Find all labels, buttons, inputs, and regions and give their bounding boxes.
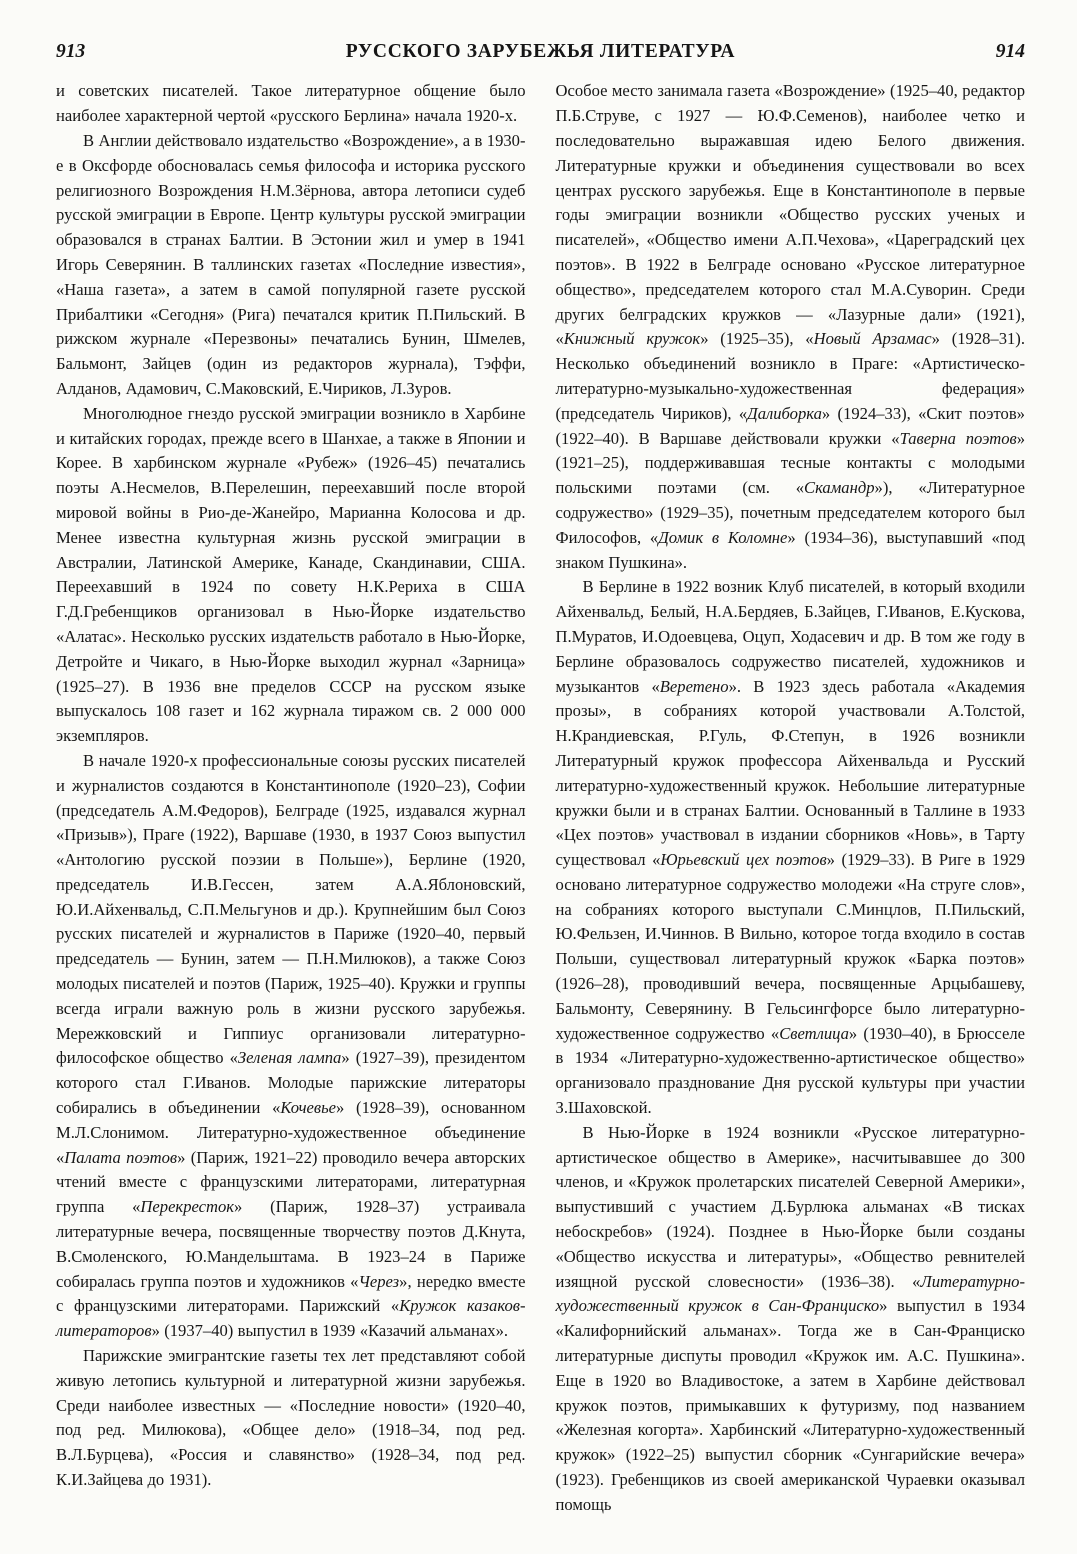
paragraph: В Нью-Йорке в 1924 возникли «Русское литературно-артистическое общество в Америке», насчитывавшее до 300 членов, и «Кружок пролетарских писателей Северной Америки», выпустивший с участием Д.Бурлюка альманах «В тисках небоскребов» (1924). Позднее в Нью-Йорке были созданы «Общество искусства и литературы», «Общество ревнителей изящной русской словесности» (1936–38). «Литературно-художественный кружок в Сан-Франциско» выпустил в 1934 «Калифорнийский альманах». Тогда же в Сан-Франциско литературные диспуты проводил «Кружок им. А.С. Пушкина». Еще в 1920 во Владивостоке, а затем в Харбине действовал кружок поэтов, примыкавших к футуризму, под названием «Железная когорта». Харбинский «Литературно-художественный кружок» (1922–25) выпустил сборник «Сунгарийские вечера» (1923). Гребенщиков из своей американской Чураевки оказывал помощь bbox=[555, 1122, 1025, 1514]
text-columns bbox=[56, 79, 1025, 1517]
paragraph: и советских писателей. Такое литературное общение было наиболее характерной чертой «русского Берлина» начала 1920-х. bbox=[56, 81, 526, 126]
page-header bbox=[56, 40, 1025, 63]
text-column-right bbox=[556, 79, 1026, 1517]
paragraph: В Берлине в 1922 возник Клуб писателей, в который входили Айхенвальд, Белый, Н.А.Бердяев, Б.Зайцев, Г.Иванов, Е.Кускова, П.Муратов, И.Одоевцева, Оцуп, Ходасевич и др. В том же году в Берлине образовалось содружество писателей, художников и музыкантов «Веретено». В 1923 здесь работала «Академия прозы», в собраниях которой участвовали А.Толстой, Н.Крандиевская, Р.Гуль, Ф.Степун, в 1926 возникли Литературный кружок профессора Айхенвальда и Русский литературно-художественный кружок. Небольшие литературные кружки были и в странах Балтии. Основанный в Таллине в 1933 «Цех поэтов» участвовал в издании сборников «Новь», в Тарту существовал «Юрьевский цех поэтов» (1929–33). В Риге в 1929 основано литературное содружество молодежи «На струге слов», на собраниях которого выступали С.Минцлов, П.Пильский, Ю.Фельзен, И.Чиннов. В Вильно, которое тогда входило в состав Польши, существовал литературный кружок «Барка поэтов» (1926–28), проводивший вечера, посвященные Арцыбашеву, Бальмонту, Северянину. В Гельсингфорсе было литературно-художественное содружество «Светлица» (1930–40), в Брюсселе в 1934 «Литературно-художественно-артистическое общество» организовало празднование Дня русской культуры при участии З.Шаховской. bbox=[555, 577, 1026, 1118]
paragraph: Многолюдное гнездо русской эмиграции возникло в Харбине и китайских городах, прежде всего в Шанхае, а также в Японии и Корее. В харбинском журнале «Рубеж» (1926–45) печатались поэты А.Несмелов, В.Перелешин, переехавший после второй мировой войны в Рио-де-Жанейро, Марианна Колосова и др. Менее известна культурная жизнь русской эмиграции в Австралии, Латинской Америке, Канаде, Скандинавии, США. Переехавший в 1924 по совету Н.К.Рериха в США Г.Д.Гребенщиков организовал в Нью-Йорке издательство «Алатас». Несколько русских издательств работало в Нью-Йорке, Детройте и Чикаго, в Нью-Йорке выходил журнал «Зарница» (1925–27). В 1936 вне пределов СССР на русском языке выпускалось 108 газет и 162 журнала тиражом св. 2 000 000 экземпляров. bbox=[56, 403, 526, 746]
page-number-left: 913 bbox=[56, 41, 86, 62]
paragraph: Особое место занимала газета «Возрождение» (1925–40, редактор П.Б.Струве, с 1927 — Ю.Ф.Семенов), наиболее четко и последовательно выражавшая идею Белого движения. Литературные кружки и объединения существовали во всех центрах русского зарубежья. Еще в Константинополе в первые годы эмиграции возникли «Общество русских ученых и писателей», «Общество имени А.П.Чехова», «Цареградский цех поэтов». В 1922 в Белграде основано «Русское литературное общество», председателем которого стал М.А.Суворин. Среди других белградских кружков — «Лазурные дали» (1921), «Книжный кружок» (1925–35), «Новый Арзамас» (1928–31). Несколько объединений возникло в Праге: «Артистическо-литературно-музыкально-художественная федерация» (председатель Чириков), «Далиборка» (1924–33), «Скит поэтов» (1922–40). В Варшаве действовали кружки «Таверна поэтов» (1921–25), поддерживавшая тесные контакты с молодыми польскими поэтами (см. «Скамандр»), «Литературное содружество» (1929–35), почетным председателем которого был Философов, «Домик в Коломне» (1934–36), выступавший «под знаком Пушкина». bbox=[555, 81, 1025, 572]
paragraph: В Англии действовало издательство «Возрождение», а в 1930-е в Оксфорде обосновалась семья философа и историка русского религиозного Возрождения Н.М.Зёрнова, автора летописи судеб русской эмиграции в Европе. Центр культуры русской эмиграции образовался в странах Балтии. В Эстонии жил и умер в 1941 Игорь Северянин. В таллинских газетах «Последние известия», «Наша газета», а затем в самой популярной газете русской Прибалтики «Сегодня» (Рига) печатался критик П.Пильский. В рижском журнале «Перезвоны» печатались Бунин, Шмелев, Бальмонт, Зайцев (один из редакторов журнала), Тэффи, Алданов, Адамович, С.Маковский, Е.Чириков, Л.Зуров. bbox=[56, 130, 526, 398]
page-number-right: 914 bbox=[995, 41, 1025, 62]
running-title: РУССКОГО ЗАРУБЕЖЬЯ ЛИТЕРАТУРА bbox=[345, 41, 736, 62]
paragraph: Парижские эмигрантские газеты тех лет представляют собой живую летопись культурной и литературной жизни зарубежья. Среди наиболее известных — «Последние новости» (1920–40, под ред. Милюкова), «Общее дело» (1918–34, под ред. В.Л.Бурцева), «Россия и славянство» (1928–34, под ред. К.И.Зайцева до 1931). bbox=[56, 1346, 526, 1490]
text-column-left bbox=[56, 79, 526, 1517]
paragraph: В начале 1920-х профессиональные союзы русских писателей и журналистов создаются в Константинополе (1920–23), Софии (председатель А.М.Федоров), Белграде (1925, издавался журнал «Призыв»), Праге (1922), Варшаве (1930, в 1937 Союз выпустил «Антологию русской поэзии в Польше»), Берлине (1920, председатель И.В.Гессен, затем А.А.Яблоновский, Ю.И.Айхенвальд, С.П.Мельгунов и др.). Крупнейшим был Союз русских писателей и журналистов в Париже (1920–40, первый председатель — Бунин, затем — П.Н.Милюков), а также Союз молодых писателей и поэтов (Париж, 1925–40). Кружки и группы всегда играли важную роль в жизни русского зарубежья. Мережковский и Гиппиус организовали литературно-философское общество «Зеленая лампа» (1927–39), президентом которого стал Г.Иванов. Молодые парижские литераторы собирались в объединении «Кочевье» (1928–39), основанном М.Л.Слонимом. Литературно-художественное объединение «Палата поэтов» (Париж, 1921–22) проводило вечера авторских чтений вместе с французскими литераторами, литературная группа «Перекресток» (Париж, 1928–37) устраивала литературные вечера, посвященные творчеству поэтов Д.Кнута, В.Смоленского, Ю.Мандельштама. В 1923–24 в Париже собиралась группа поэтов и художников «Через», нередко вместе с французскими литераторами. Парижский «Кружок казаков-литераторов» (1937–40) выпустил в 1939 «Казачий альманах». bbox=[56, 750, 526, 1341]
